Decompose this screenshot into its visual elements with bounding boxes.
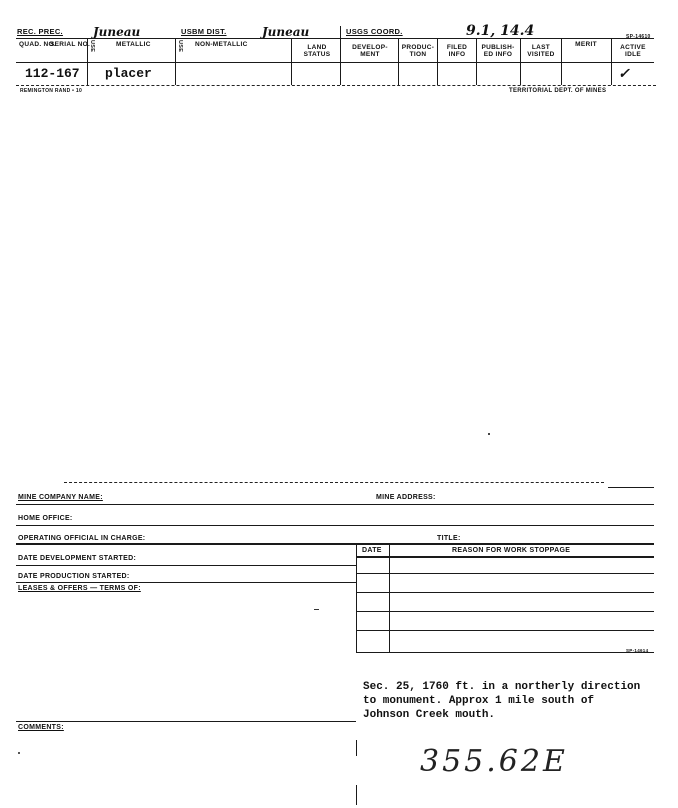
printer-mark: REMINGTON RAND • 10 — [20, 88, 83, 94]
use-header: USE — [89, 40, 95, 53]
card-edge-line — [64, 482, 604, 483]
department-label: TERRITORIAL DEPT. OF MINES — [509, 88, 607, 94]
active-idle-header: ACTIVE IDLE — [620, 44, 646, 58]
published-info-header: PUBLISH-ED INFO — [481, 44, 515, 58]
mine-address-label: MINE ADDRESS: — [376, 494, 436, 501]
col-divider — [520, 38, 521, 85]
rec-prec-value: Juneau — [93, 25, 141, 39]
margin-mark — [356, 785, 357, 805]
table-line — [356, 611, 654, 612]
col-divider — [561, 38, 562, 85]
development-header: DEVELOP-MENT — [352, 44, 388, 58]
title-label: TITLE: — [437, 535, 461, 542]
date-column-header: DATE — [362, 547, 382, 554]
col-divider — [340, 26, 341, 85]
location-note-line: Sec. 25, 1760 ft. in a northerly direction — [363, 681, 641, 693]
leases-offers-label: LEASES & OFFERS — TERMS OF: — [18, 585, 141, 592]
handwritten-number: 355.62E — [420, 744, 568, 779]
production-header: PRODUC-TION — [401, 44, 435, 58]
operating-official-label: OPERATING OFFICIAL IN CHARGE: — [18, 535, 146, 542]
merit-header: MERIT — [575, 41, 597, 48]
table-divider — [356, 543, 357, 653]
col-divider — [611, 38, 612, 85]
col-divider — [291, 38, 292, 85]
margin-mark — [356, 740, 357, 756]
filed-info-header: FILED INFO — [446, 44, 468, 58]
land-status-header: LAND STATUS — [303, 44, 331, 58]
location-note-line: Johnson Creek mouth. — [363, 709, 496, 721]
usgs-coord-value: 9.1, 14.4 — [466, 23, 535, 39]
header-line — [16, 38, 654, 39]
row-dashed-line — [16, 85, 656, 86]
use-header: USE — [177, 40, 183, 53]
quad-serial-value: 112-167 — [25, 66, 80, 81]
form-line — [16, 565, 356, 566]
table-line — [356, 556, 654, 558]
form-line — [16, 543, 654, 545]
table-line — [356, 652, 654, 653]
metallic-header: METALLIC — [116, 41, 151, 48]
usbm-dist-value: Juneau — [262, 25, 310, 39]
col-divider — [398, 38, 399, 85]
form-line — [16, 721, 356, 722]
form-number-top: SP-14610 — [626, 34, 651, 40]
header-sub-line — [16, 62, 654, 63]
comments-label: COMMENTS: — [18, 724, 64, 731]
form-line — [16, 504, 654, 505]
col-divider — [437, 38, 438, 85]
reason-column-header: REASON FOR WORK STOPPAGE — [452, 547, 571, 554]
speck — [18, 752, 20, 754]
table-divider — [389, 543, 390, 653]
card-edge-line — [608, 487, 654, 488]
form-line — [16, 525, 654, 526]
usbm-dist-label: USBM DIST. — [181, 27, 227, 36]
home-office-label: HOME OFFICE: — [18, 515, 73, 522]
tick-mark — [314, 609, 319, 610]
table-line — [356, 573, 654, 574]
col-divider — [175, 38, 176, 85]
rec-prec-label: REC. PREC. — [17, 27, 63, 36]
speck — [488, 433, 490, 435]
non-metallic-header: NON-METALLIC — [195, 41, 248, 48]
quad-no-header: QUAD. NO. — [19, 41, 57, 48]
metallic-value: placer — [105, 66, 152, 81]
active-check-mark: ✓ — [618, 66, 630, 82]
serial-no-header: SERIAL NO. — [50, 41, 91, 48]
table-line — [356, 592, 654, 593]
form-number-bottom: SP-14614 — [626, 648, 649, 653]
last-visited-header: LAST VISITED — [527, 44, 555, 58]
form-line — [16, 582, 356, 583]
table-line — [356, 630, 654, 631]
mine-company-name-label: MINE COMPANY NAME: — [18, 494, 103, 501]
date-production-label: DATE PRODUCTION STARTED: — [18, 573, 130, 580]
usgs-coord-label: USGS COORD. — [346, 27, 403, 36]
date-development-label: DATE DEVELOPMENT STARTED: — [18, 555, 137, 562]
col-divider — [476, 38, 477, 85]
location-note-line: to monument. Approx 1 mile south of — [363, 695, 595, 707]
